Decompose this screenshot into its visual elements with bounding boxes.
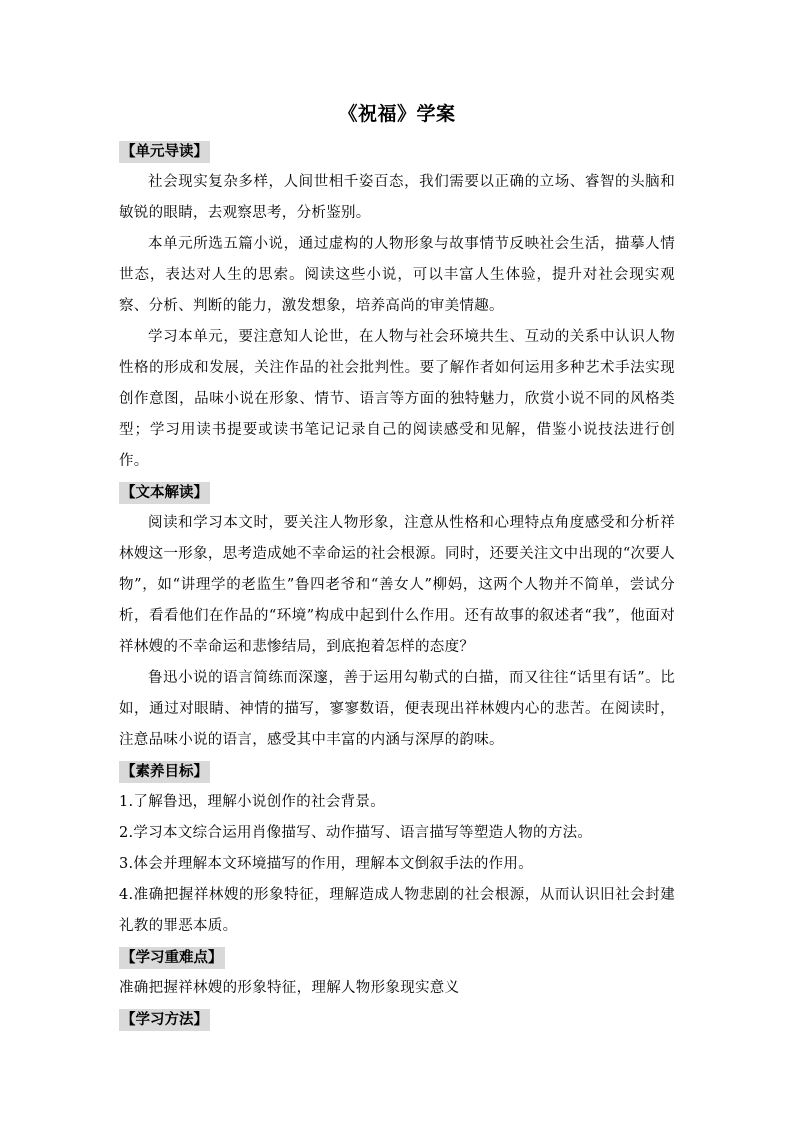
section-text-reading (119, 477, 675, 756)
document-page (119, 100, 675, 1035)
goal-item: 4.准确把握祥林嫂的形象特征，理解造成人物悲剧的社会根源，从而认识旧社会封建礼教的罪恶本质。 (119, 887, 675, 934)
paragraph: 鲁迅小说的语言简练而深邃，善于运用勾勒式的白描，而又往往“话里有话”。比如，通过对眼睛、神情的描写，寥寥数语，便表现出祥林嫂内心的悲苦。在阅读时，注意品味小说的语言，感受其中丰富的内涵与深厚的韵味。 (119, 670, 675, 748)
goal-item: 2.学习本文综合运用肖像描写、动作描写、语言描写等塑造人物的方法。 (119, 825, 593, 841)
section-methods (119, 1004, 675, 1035)
paragraph: 社会现实复杂多样，人间世相千姿百态，我们需要以正确的立场、睿智的头脑和敏锐的眼睛，去观察思考，分析鉴别。 (119, 174, 675, 221)
goal-item: 3.体会并理解本文环境描写的作用，理解本文倒叙手法的作用。 (119, 856, 534, 872)
paragraph: 本单元所选五篇小说，通过虚构的人物形象与故事情节反映社会生活，描摹人情世态，表达对人生的思索。阅读这些小说，可以丰富人生体验，提升对社会现实观察、分析、判断的能力，激发想象，培养高尚的审美情趣。 (119, 236, 675, 314)
goal-item: 1.了解鲁迅，理解小说创作的社会背景。 (119, 794, 386, 810)
section-unit-guide (119, 136, 675, 477)
section-heading-goals: 【素养目标】 (119, 761, 210, 783)
section-heading-methods: 【学习方法】 (119, 1009, 210, 1031)
section-heading-text-reading: 【文本解读】 (119, 482, 210, 504)
paragraph: 阅读和学习本文时，要关注人物形象，注意从性格和心理特点角度感受和分析祥林嫂这一形象，思考造成她不幸命运的社会根源。同时，还要关注文中出现的“次要人物”，如“讲理学的老监生”鲁四老爷和“善女人”柳妈，这两个人物并不简单，尝试分析，看看他们在作品的“环境”构成中起到什么作用。还有故事的叙述者“我”，他面对祥林嫂的不幸命运和悲惨结局，到底抱着怎样的态度？ (119, 515, 675, 655)
section-heading-unit-guide: 【单元导读】 (119, 141, 210, 163)
document-title: 《祝福》学案 (338, 103, 456, 125)
paragraph: 学习本单元，要注意知人论世，在人物与社会环境共生、互动的关系中认识人物性格的形成和发展，关注作品的社会批判性。要了解作者如何运用多种艺术手法实现创作意图，品味小说在形象、情节、语言等方面的独特魅力，欣赏小说不同的风格类型；学习用读书提要或读书笔记记录自己的阅读感受和见解，借鉴小说技法进行创作。 (119, 329, 675, 469)
section-goals (119, 756, 675, 942)
key-points-text: 准确把握祥林嫂的形象特征，理解人物形象现实意义 (119, 980, 460, 996)
section-heading-key-points: 【学习重难点】 (119, 947, 225, 969)
section-key-points (119, 942, 675, 1004)
